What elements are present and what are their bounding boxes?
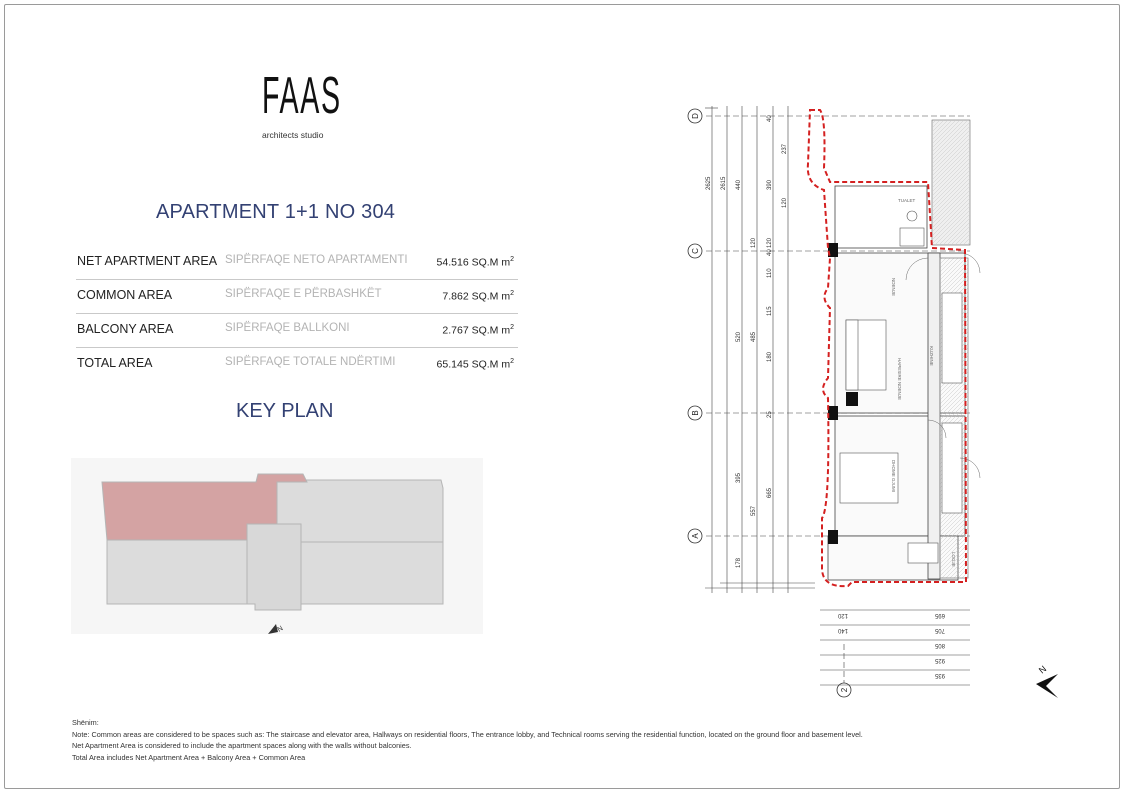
dim-text: 2615	[721, 176, 727, 190]
grid-axis-label: 2	[840, 687, 849, 693]
dim-text: 935	[934, 672, 945, 678]
area-label: BALCONY AREA	[77, 322, 174, 336]
kitchen-counter	[942, 293, 962, 383]
area-row-balcony	[76, 314, 518, 348]
room-label: TUALET	[898, 198, 916, 203]
area-label-albanian: SIPËRFAQE TOTALE NDËRTIMI	[225, 356, 396, 368]
dim-text: 120	[837, 612, 848, 618]
shower	[900, 228, 924, 246]
area-value	[442, 290, 514, 303]
keyplan-compass-icon	[268, 624, 284, 634]
area-number: 2.767 SQ.M	[442, 324, 499, 337]
dim-text: 120	[767, 237, 773, 248]
grid-axis-label: C	[691, 248, 700, 254]
area-number: 7.862 SQ.M	[442, 290, 499, 303]
notes	[72, 717, 1032, 763]
dim-text: 520	[736, 331, 742, 342]
floor-plan	[670, 98, 1015, 710]
keyplan-core	[247, 524, 301, 610]
area-label: NET APARTMENT AREA	[77, 254, 218, 268]
dim-text: 440	[736, 179, 742, 190]
notes-heading: Shënim:	[72, 718, 99, 727]
area-unit-sup: 2	[510, 290, 514, 297]
logo-subtitle: architects studio	[262, 130, 324, 140]
grid-axis-C	[688, 244, 702, 258]
area-unit: m	[501, 256, 511, 269]
area-unit-sup: 2	[510, 324, 514, 331]
area-value	[442, 324, 514, 337]
dim-text: 925	[934, 657, 945, 663]
notes-line: Total Area includes Net Apartment Area + Balcony Area + Common Area	[72, 752, 306, 762]
grid-axis-label: A	[691, 533, 700, 539]
dim-text: 25	[767, 411, 773, 418]
room-label: LOGJE	[951, 552, 956, 567]
area-unit: m	[501, 358, 511, 371]
keyplan-title: KEY PLAN	[236, 400, 334, 422]
dim-text: 665	[767, 487, 773, 498]
floor-plan-svg	[670, 98, 1015, 710]
dim-text: 485	[751, 331, 757, 342]
area-table	[76, 246, 518, 381]
dim-text: 2625	[706, 176, 712, 190]
logo-mark: FAAS	[262, 67, 342, 125]
area-label-albanian: SIPËRFAQE NETO APARTAMENTI	[225, 254, 408, 266]
area-unit: m	[501, 290, 511, 303]
apartment-title: APARTMENT 1+1 NO 304	[156, 201, 396, 223]
area-value	[437, 256, 514, 269]
area-number: 54.516 SQ.M	[436, 256, 499, 269]
room-label: NDENJE	[891, 278, 896, 297]
grid-axis-label: D	[691, 113, 700, 119]
north-compass-icon	[1032, 662, 1066, 702]
area-row-common	[76, 280, 518, 314]
dim-text: 695	[934, 612, 945, 618]
notes-line: Net Apartment Area is considered to include the apartment spaces along with the walls without balconies.	[72, 741, 412, 750]
area-number: 65.145 SQ.M	[436, 358, 499, 371]
dimension-texts	[706, 115, 788, 568]
dim-text: 40	[767, 115, 773, 122]
grid-axis-D	[688, 109, 702, 123]
area-unit-sup: 2	[510, 358, 514, 365]
wardrobe	[942, 423, 962, 513]
dim-text: 110	[767, 268, 773, 278]
keyplan-diagram	[71, 458, 483, 634]
dim-text: 120	[782, 197, 788, 208]
dim-text: 115	[767, 306, 773, 316]
dim-text: 237	[782, 143, 788, 154]
grid-axis-B	[688, 406, 702, 420]
room-label: DHOME GJUMI	[891, 460, 896, 492]
dim-text: 120	[751, 237, 757, 248]
dim-text: 395	[736, 472, 742, 483]
dim-text: 390	[767, 179, 773, 190]
dim-text: 805	[934, 642, 945, 648]
bottom-dimension-texts	[837, 612, 945, 678]
dim-text: 705	[934, 627, 945, 633]
table	[908, 543, 938, 563]
area-unit: m	[501, 324, 511, 337]
toilet	[907, 211, 917, 221]
compass-arrow	[1036, 674, 1058, 698]
neighbour-wall	[932, 120, 970, 245]
dim-text: 557	[751, 505, 757, 516]
grid-axis-A	[688, 529, 702, 543]
studio-logo	[260, 64, 342, 150]
dim-text: 178	[736, 557, 742, 568]
dim-text: 40	[767, 249, 773, 256]
area-row-total	[76, 348, 518, 381]
room-label: HAPESIRE NDENJE	[897, 358, 902, 401]
room-label: KUZHINE	[929, 346, 934, 366]
area-label-albanian: SIPËRFAQE BALLKONI	[225, 322, 350, 334]
area-label-albanian: SIPËRFAQE E PËRBASHKËT	[225, 288, 382, 300]
area-label: TOTAL AREA	[77, 356, 153, 370]
bottom-dimension-lines	[820, 610, 970, 685]
grid-axis-label: B	[691, 410, 700, 416]
notes-line: Note: Common areas are considered to be spaces such as: The staircase and elevator area, Hallways on residential floors, The entrance lobby, and Technical rooms serving the residential function, located on the ground floor and basement level.	[72, 729, 863, 739]
sofa-back	[846, 320, 858, 390]
dim-text: 140	[837, 627, 848, 633]
keyplan-compass-label: N	[276, 625, 285, 634]
area-value	[437, 358, 514, 371]
keyplan-svg	[71, 458, 483, 634]
area-label: COMMON AREA	[77, 288, 173, 302]
area-row-net	[76, 246, 518, 280]
area-unit-sup: 2	[510, 256, 514, 263]
bed	[840, 453, 898, 503]
compass-label: N	[1036, 663, 1049, 676]
dim-text: 180	[767, 351, 773, 362]
